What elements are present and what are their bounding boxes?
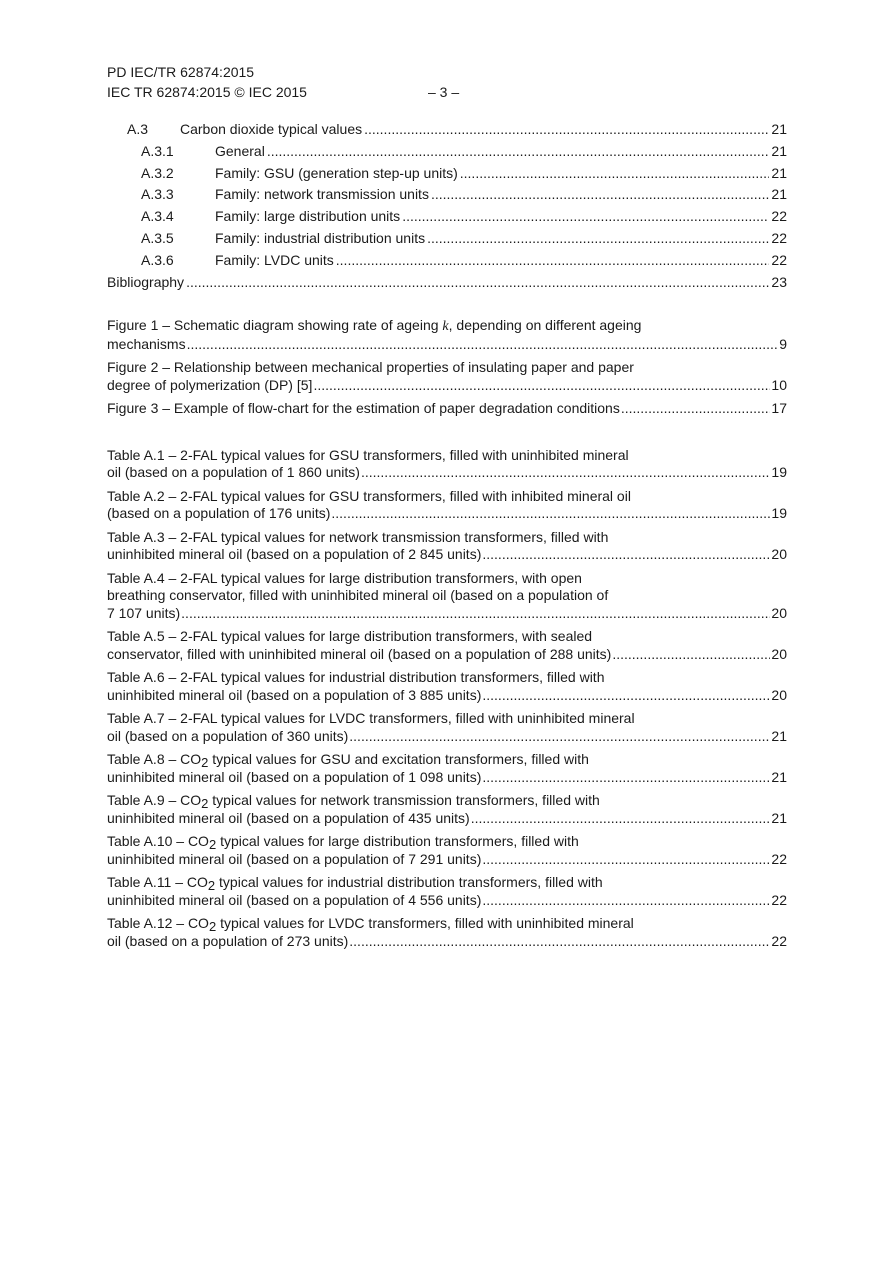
dot-leader — [349, 728, 770, 746]
dot-leader — [349, 933, 770, 951]
table-entry — [107, 874, 787, 909]
table-entry — [107, 915, 787, 950]
table-caption-line: Table A.2 – 2-FAL typical values for GSU transformers, filled with inhibited mineral oil — [107, 487, 631, 504]
figure-caption-last-line — [107, 400, 787, 418]
toc-entry-title: Family: network transmission units — [215, 186, 429, 203]
dot-leader — [361, 464, 770, 482]
table-caption-text: oil (based on a population of 273 units) — [107, 932, 349, 949]
toc-entry — [107, 272, 787, 294]
toc-entry-text — [107, 272, 184, 294]
figure-caption-line — [107, 317, 787, 336]
table-page: 19 — [771, 505, 787, 522]
table-caption-line — [107, 792, 787, 810]
toc-entry-number: A.3.1 — [141, 142, 174, 159]
toc-entry-text — [141, 163, 458, 185]
table-caption-last-line — [107, 728, 787, 746]
table-caption-text: Table A.11 – CO — [107, 874, 208, 891]
dot-leader — [482, 546, 770, 564]
dot-leader — [482, 851, 770, 869]
table-entry — [107, 751, 787, 786]
figure-entry — [107, 400, 787, 418]
dot-leader — [186, 272, 769, 294]
toc-entry-page: 22 — [771, 208, 787, 225]
table-caption-text: typical values for industrial distribution transformers, filled with — [215, 874, 603, 891]
toc-entry-title: Family: GSU (generation step-up units) — [215, 164, 458, 181]
table-caption-line: Table A.5 – 2-FAL typical values for large distribution transformers, with sealed — [107, 628, 593, 645]
subscript: 2 — [201, 755, 209, 771]
dot-leader — [364, 119, 769, 141]
dot-leader — [431, 184, 769, 206]
dot-leader — [482, 687, 770, 705]
table-caption-text: typical values for large distribution transformers, filled with — [216, 833, 579, 850]
table-entry — [107, 628, 787, 663]
toc-entry — [107, 184, 787, 206]
table-caption-last-line — [107, 605, 787, 623]
table-caption-last-line — [107, 851, 787, 869]
dot-leader — [187, 336, 779, 354]
table-caption-last-line — [107, 464, 787, 482]
table-page: 21 — [771, 809, 787, 826]
dot-leader — [471, 810, 771, 828]
figure-caption-last-line — [107, 377, 787, 395]
table-caption-text: uninhibited mineral oil (based on a population of 1 098 units) — [107, 768, 482, 785]
dot-leader — [331, 505, 770, 523]
toc-entry-page: 22 — [771, 251, 787, 268]
toc-entry-text — [141, 206, 400, 228]
table-caption-line: breathing conservator, filled with uninhibited mineral oil (based on a population of — [107, 587, 609, 604]
toc-entry — [107, 228, 787, 250]
table-caption-text: Table A.12 – CO — [107, 915, 209, 932]
dot-leader — [313, 377, 770, 395]
table-caption-text: uninhibited mineral oil (based on a population of 2 845 units) — [107, 546, 482, 563]
toc-entry-text — [141, 184, 429, 206]
toc-entry-title: Family: large distribution units — [215, 208, 401, 225]
dot-leader — [460, 163, 770, 185]
subscript: 2 — [201, 796, 209, 812]
table-entry — [107, 792, 787, 827]
toc-entry — [107, 206, 787, 228]
table-page: 20 — [771, 604, 787, 621]
table-page: 20 — [771, 546, 787, 563]
figure-page: 9 — [779, 335, 787, 352]
toc-entry-number: A.3.3 — [141, 186, 174, 203]
toc-entry-page: 22 — [771, 229, 787, 246]
dot-leader — [621, 400, 771, 418]
figure-caption-text: , depending on different ageing — [448, 317, 642, 334]
figure-caption-text: Figure 3 – Example of flow-chart for the estimation of paper degradation conditions — [107, 400, 620, 417]
dot-leader — [336, 250, 770, 272]
table-entry — [107, 710, 787, 745]
toc-entry-title: Family: LVDC units — [215, 251, 334, 268]
table-caption-text: uninhibited mineral oil (based on a population of 7 291 units) — [107, 850, 482, 867]
subscript: 2 — [208, 837, 217, 853]
toc-entry-page: 21 — [771, 121, 787, 137]
toc-entry-number: A.3.4 — [141, 208, 174, 225]
table-caption-last-line — [107, 933, 787, 951]
page-header — [107, 62, 787, 102]
figure-entry — [107, 317, 787, 353]
table-page: 19 — [771, 464, 787, 481]
table-page: 20 — [771, 645, 787, 662]
toc-entry-text — [141, 250, 334, 272]
table-caption-text: uninhibited mineral oil (based on a population of 435 units) — [107, 809, 470, 826]
toc-entry-page: 21 — [771, 164, 787, 181]
toc-entry-number: A.3.2 — [141, 164, 174, 181]
table-caption-line — [107, 874, 787, 892]
table-page: 22 — [771, 850, 787, 867]
figure-page: 17 — [771, 400, 787, 417]
table-of-contents — [107, 119, 787, 293]
toc-entry-number: A.3.6 — [141, 251, 174, 268]
dot-leader — [267, 141, 770, 163]
table-caption-line: Table A.6 – 2-FAL typical values for industrial distribution transformers, filled with — [107, 669, 605, 686]
table-caption-last-line — [107, 892, 787, 910]
dot-leader — [612, 646, 770, 664]
table-page: 20 — [771, 686, 787, 703]
table-caption-text: (based on a population of 176 units) — [107, 505, 331, 522]
table-caption-line: Table A.3 – 2-FAL typical values for network transmission transformers, filled with — [107, 528, 609, 545]
toc-entry-page: 21 — [771, 142, 787, 159]
table-caption-last-line — [107, 505, 787, 523]
figure-caption-line — [107, 359, 787, 377]
dot-leader — [402, 206, 769, 228]
table-caption-text: uninhibited mineral oil (based on a population of 4 556 units) — [107, 891, 482, 908]
toc-entry — [107, 141, 787, 163]
table-caption-text: typical values for network transmission transformers, filled with — [208, 792, 600, 809]
header-document-id: PD IEC/TR 62874:2015 — [107, 64, 255, 80]
table-page: 22 — [771, 932, 787, 949]
dot-leader — [482, 769, 770, 787]
figure-caption-text: degree of polymerization (DP) [5] — [107, 376, 313, 393]
table-caption-text: uninhibited mineral oil (based on a population of 3 885 units) — [107, 686, 482, 703]
table-caption-line — [107, 833, 787, 851]
toc-entry-title: Family: industrial distribution units — [215, 229, 426, 246]
toc-entry-text — [141, 141, 265, 163]
dot-leader — [482, 892, 770, 910]
subscript: 2 — [208, 919, 217, 935]
figure-caption-last-line — [107, 336, 787, 354]
toc-entry-number: A.3 — [127, 121, 149, 137]
table-caption-text: typical values for GSU and excitation transformers, filled with — [208, 751, 589, 768]
figure-entry — [107, 359, 787, 394]
table-caption-text: oil (based on a population of 1 860 units) — [107, 464, 360, 481]
table-entry — [107, 488, 787, 523]
document-page — [107, 62, 787, 956]
math-variable: k — [442, 319, 449, 335]
table-caption-last-line — [107, 646, 787, 664]
table-caption-text: Table A.9 – CO — [107, 792, 202, 809]
table-page: 22 — [771, 891, 787, 908]
toc-entry-title: Carbon dioxide typical values — [180, 121, 363, 137]
toc-entry-text — [141, 228, 425, 250]
figure-caption-text: Figure 1 – Schematic diagram showing rate of ageing — [107, 317, 443, 334]
table-caption-line — [107, 751, 787, 769]
table-caption-text: Table A.10 – CO — [107, 833, 209, 850]
table-caption-line: Table A.7 – 2-FAL typical values for LVDC transformers, filled with uninhibited mineral — [107, 710, 635, 727]
figure-caption-text: mechanisms — [107, 335, 186, 352]
table-caption-last-line — [107, 687, 787, 705]
header-copyright: IEC TR 62874:2015 © IEC 2015 — [107, 84, 307, 100]
table-caption-line: Table A.1 – 2-FAL typical values for GSU transformers, filled with uninhibited mineral — [107, 446, 629, 463]
toc-entry-number: A.3.5 — [141, 229, 174, 246]
figure-page: 10 — [771, 376, 787, 393]
toc-entry — [107, 250, 787, 272]
list-of-figures — [107, 317, 787, 418]
list-of-tables — [107, 447, 787, 951]
toc-entry-page: 23 — [771, 273, 787, 290]
table-caption-line — [107, 915, 787, 933]
dot-leader — [181, 605, 770, 623]
table-entry — [107, 669, 787, 704]
toc-entry-title: General — [215, 142, 265, 159]
table-caption-text: 7 107 units) — [107, 604, 181, 621]
table-entry — [107, 447, 787, 482]
table-page: 21 — [771, 768, 787, 785]
toc-entry — [107, 163, 787, 185]
table-caption-text: oil (based on a population of 360 units) — [107, 727, 349, 744]
subscript: 2 — [207, 878, 216, 894]
toc-entry-title: Bibliography — [107, 273, 185, 290]
table-caption-text: Table A.8 – CO — [107, 751, 202, 768]
table-caption-last-line — [107, 810, 787, 828]
table-caption-last-line — [107, 546, 787, 564]
page-number: – 3 – — [428, 84, 460, 100]
figure-caption-text: Figure 2 – Relationship between mechanical properties of insulating paper and paper — [107, 359, 634, 376]
table-entry — [107, 570, 787, 623]
table-entry — [107, 833, 787, 868]
toc-entry — [107, 119, 787, 141]
table-entry — [107, 529, 787, 564]
table-page: 21 — [771, 727, 787, 744]
table-caption-text: typical values for LVDC transformers, filled with uninhibited mineral — [216, 915, 634, 932]
table-caption-line: Table A.4 – 2-FAL typical values for large distribution transformers, with open — [107, 569, 582, 586]
table-caption-last-line — [107, 769, 787, 787]
toc-entry-page: 21 — [771, 186, 787, 203]
dot-leader — [427, 228, 769, 250]
toc-entry-text — [127, 119, 362, 141]
table-caption-text: conservator, filled with uninhibited mineral oil (based on a population of 288 units) — [107, 645, 612, 662]
